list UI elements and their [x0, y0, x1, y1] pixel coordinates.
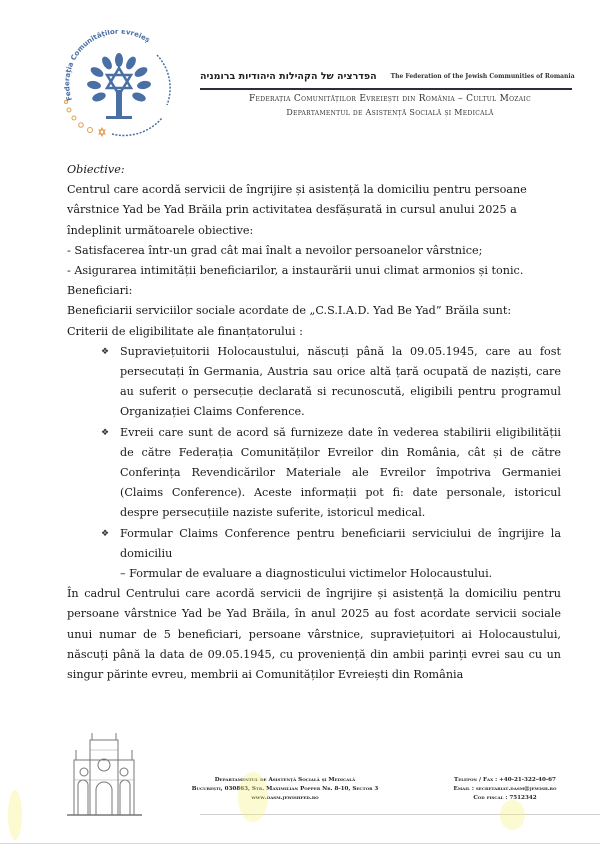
- hebrew-name: הפדרציה של הקהילות היהודיות ברומניה: [200, 70, 377, 82]
- beneficiaries-heading: Beneficiari:: [67, 284, 133, 298]
- intro-paragraph: Centrul care acordă servicii de îngrijire și asistență la domiciliu pentru persoane vârstnice Yad be Yad Brăila prin activitatea desfășurată in cursul anului 2025 a îndeplinit următoarele obiective:: [67, 183, 527, 237]
- scan-highlight-mark: [8, 790, 22, 840]
- criteria-item: [67, 524, 561, 564]
- footer-email[interactable]: Email : secretariat.dasm@jewish.ro: [453, 786, 557, 792]
- summary-paragraph: În cadrul Centrului care acordă servicii de îngrijire și asistență la domiciliu pentru persoane vârstnice Yad be Yad Brăila, în anul 2025 au fost acordate servicii sociale unui numar de 5 beneficiari, persoane vârstnice, supraviețuitori ai Holocaustului, născuți până la data de 09.05.1945, cu proveniență din ambii parinți evrei sau cu un singur părinte evreu, membrii ai Comunităților Evreiești din România: [67, 587, 561, 682]
- scan-highlight-mark: [500, 800, 525, 830]
- scan-highlight-mark: [238, 772, 268, 822]
- department-title: Departamentul de Asistență Socială și Medicală: [286, 108, 494, 117]
- federation-title: Federația Comunităților Evreiești din România – Cultul Mozaic: [249, 94, 531, 104]
- footer-department-info: [160, 776, 410, 803]
- criteria-text: Supraviețuitorii Holocaustului, născuți până la 09.05.1945, care au fost persecutați în Germania, Austria sau orice altă țară ocupată de naziști, care au suferit o persecuție declarată si recunoscută, eligibili pentru programul Organizației Claims Conference.: [120, 344, 561, 419]
- criteria-text: Evreii care sunt de acord să furnizeze date în vederea stabilirii eligibilității de către Federația Comunităților Evreilor din România, cât și de către Conferința Revendicărilor Materiale ale Evreilor împotriva Germaniei (Claims Conference). Aceste informații pot fi: date personale, istoricul despre persecuțiile naziste suferite, istoricul medical.: [120, 425, 561, 520]
- footer-fiscal-code: Cod fiscal : 7512342: [473, 795, 537, 801]
- english-name: The Federation of the Jewish Communities of Romania: [390, 72, 575, 80]
- criteria-item: [67, 423, 561, 524]
- diamond-bullet-icon: ❖: [101, 346, 110, 357]
- beneficiaries-intro: Beneficiarii serviciilor sociale acordate de „C.S.I.A.D. Yad Be Yad” Brăila sunt:: [67, 304, 512, 318]
- footer-website[interactable]: www.dasm.jewishfed.ro: [251, 795, 319, 801]
- criteria-item: [67, 342, 561, 423]
- criteria-heading: Criterii de eligibilitate ale finanțatorului :: [67, 324, 303, 338]
- objectives-heading: Obiective:: [67, 163, 125, 176]
- criteria-text: Formular Claims Conference pentru beneficiarii serviciului de îngrijire la domiciliu: [120, 526, 561, 560]
- logo-text: Federația Comunităților Evreieș: [63, 30, 152, 102]
- document-body: [67, 160, 561, 685]
- header-names: [200, 68, 590, 84]
- footer-address: București, 030863, Str. Maximilian Popper Nr. 8-10, Sector 3: [191, 786, 379, 792]
- footer-contact-info: [415, 776, 595, 803]
- diamond-bullet-icon: ❖: [101, 528, 110, 539]
- svg-text:Federația Comunităților Evreie: [52, 30, 151, 102]
- header-divider: [200, 88, 572, 90]
- criteria-list: [67, 342, 561, 564]
- footer-phone: Telefon / Fax : +40-21-322-40-67: [454, 777, 556, 783]
- diamond-bullet-icon: ❖: [101, 427, 110, 438]
- criteria-subline: – Formular de evaluare a diagnosticului victimelor Holocaustului.: [120, 567, 493, 581]
- footer-bottom-divider: [0, 843, 600, 844]
- objective-item: - Satisfacerea într-un grad cât mai înalt a nevoilor persoanelor vârstnice;: [67, 243, 483, 257]
- federation-logo: [52, 30, 187, 140]
- synagogue-illustration: [62, 730, 147, 820]
- objective-item: - Asigurarea intimității beneficiarilor, a instaurării unui climat armonios și tonic.: [67, 264, 524, 278]
- footer-department: Departamentul de Asistență Socială și Medicală: [214, 777, 356, 783]
